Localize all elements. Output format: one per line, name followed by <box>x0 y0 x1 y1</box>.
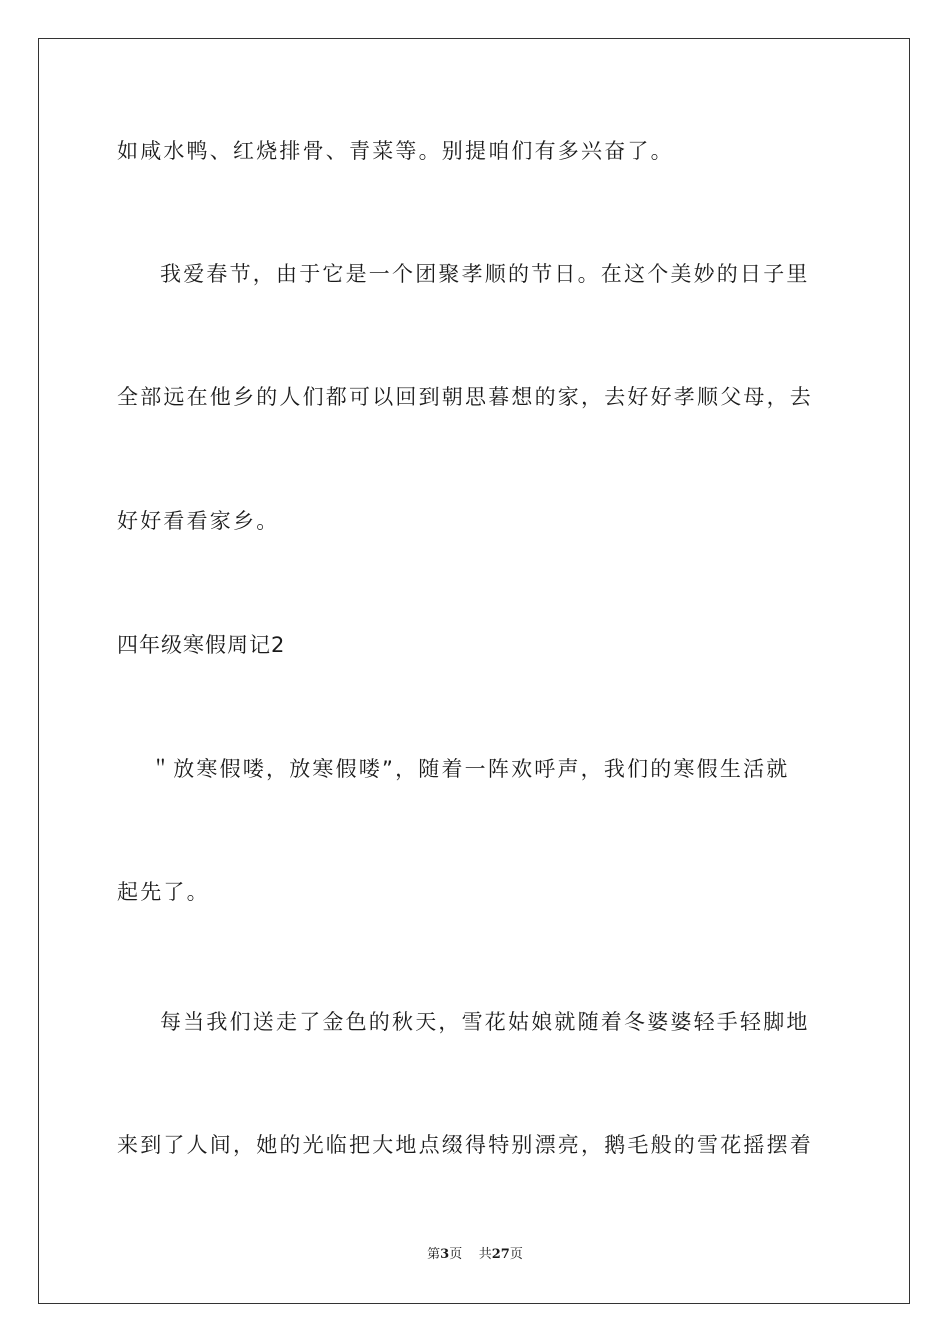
footer-total-prefix: 共 <box>478 1247 492 1262</box>
paragraph-line-7: 起先了。 <box>117 880 210 904</box>
paragraph-line-4: 好好看看家乡。 <box>117 509 280 533</box>
page-footer <box>0 1246 950 1264</box>
footer-page-suffix: 页 <box>449 1247 463 1262</box>
paragraph-line-3: 全部远在他乡的人们都可以回到朝思暮想的家，去好好孝顺父母，去 <box>117 385 813 409</box>
section-heading: 四年级寒假周记2 <box>117 633 286 657</box>
page-border <box>38 38 910 1304</box>
footer-total-number: 27 <box>491 1247 510 1262</box>
paragraph-line-2: 我爱春节，由于它是一个团聚孝顺的节日。在这个美妙的日子里 <box>160 262 810 286</box>
footer-page-number: 3 <box>440 1247 450 1262</box>
paragraph-line-9: 来到了人间，她的光临把大地点缀得特别漂亮，鹅毛般的雪花摇摆着 <box>117 1133 813 1157</box>
footer-page-prefix: 第 <box>427 1247 441 1262</box>
footer-total-suffix: 页 <box>509 1247 523 1262</box>
paragraph-line-8: 每当我们送走了金色的秋天，雪花姑娘就随着冬婆婆轻手轻脚地 <box>160 1010 810 1034</box>
paragraph-line-6: ＂放寒假喽，放寒假喽”，随着一阵欢呼声，我们的寒假生活就 <box>150 757 790 781</box>
text-line-1: 如咸水鸭、红烧排骨、青菜等。别提咱们有多兴奋了。 <box>117 139 674 163</box>
